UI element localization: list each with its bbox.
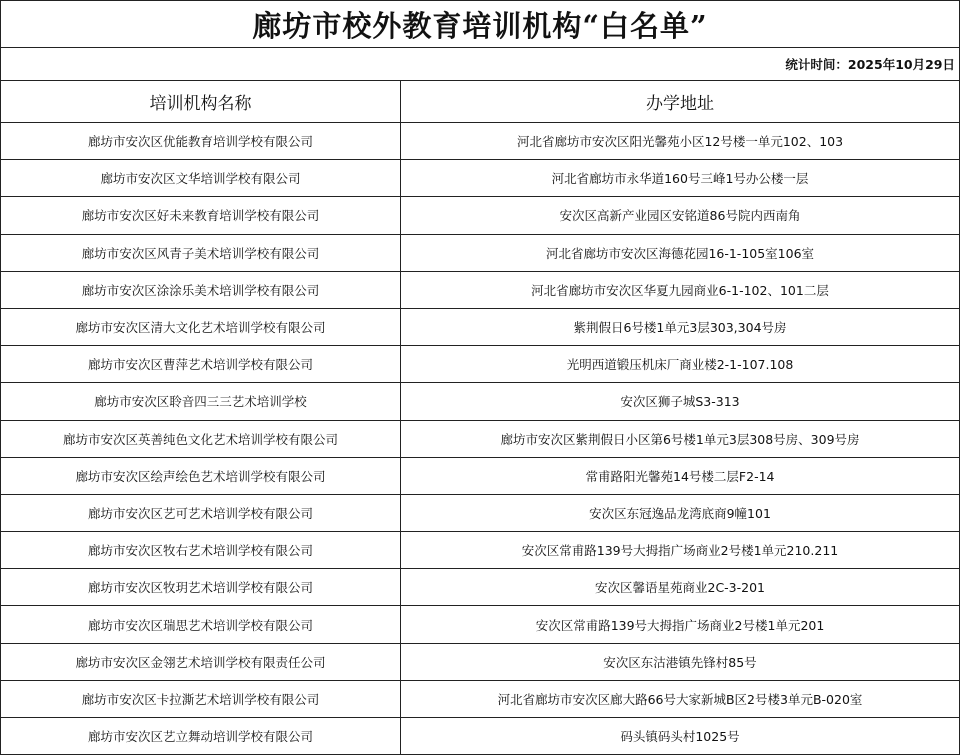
institution-name-cell: 廊坊市安次区英善纯色文化艺术培训学校有限公司 (1, 420, 401, 457)
address-cell: 安次区馨语星苑商业2C-3-201 (401, 569, 960, 606)
institution-name-cell: 廊坊市安次区牧右艺术培训学校有限公司 (1, 532, 401, 569)
table-row (1, 532, 960, 569)
table-row (1, 718, 960, 755)
column-header-name: 培训机构名称 (1, 81, 401, 123)
address-cell: 河北省廊坊市安次区阳光馨苑小区12号楼一单元102、103 (401, 123, 960, 160)
address-cell: 河北省廊坊市安次区廊大路66号大家新城B区2号楼3单元B-020室 (401, 680, 960, 717)
address-cell: 河北省廊坊市安次区海德花园16-1-105室106室 (401, 234, 960, 271)
institution-name-cell: 廊坊市安次区艺立舞动培训学校有限公司 (1, 718, 401, 755)
page-title: 廊坊市校外教育培训机构“白名单” (1, 1, 960, 48)
address-cell: 安次区常甫路139号大拇指广场商业2号楼1单元210.211 (401, 532, 960, 569)
column-header-address: 办学地址 (401, 81, 960, 123)
date-row (1, 48, 960, 81)
address-cell: 安次区常甫路139号大拇指广场商业2号楼1单元201 (401, 606, 960, 643)
address-cell: 安次区东冠逸品龙湾底商9幢101 (401, 494, 960, 531)
institution-name-cell: 廊坊市安次区绘声绘色艺术培训学校有限公司 (1, 457, 401, 494)
table-row (1, 494, 960, 531)
title-row (1, 1, 960, 48)
institution-name-cell: 廊坊市安次区聆音四三三艺术培训学校 (1, 383, 401, 420)
table-row (1, 234, 960, 271)
address-cell: 廊坊市安次区紫荆假日小区第6号楼1单元3层308号房、309号房 (401, 420, 960, 457)
institution-name-cell: 廊坊市安次区金翎艺术培训学校有限责任公司 (1, 643, 401, 680)
table-row (1, 457, 960, 494)
address-cell: 安次区东沽港镇先锋村85号 (401, 643, 960, 680)
address-cell: 常甫路阳光馨苑14号楼二层F2-14 (401, 457, 960, 494)
institution-name-cell: 廊坊市安次区卡拉澌艺术培训学校有限公司 (1, 680, 401, 717)
institution-name-cell: 廊坊市安次区优能教育培训学校有限公司 (1, 123, 401, 160)
address-cell: 光明西道锻压机床厂商业楼2-1-107.108 (401, 346, 960, 383)
address-cell: 河北省廊坊市安次区华夏九园商业6-1-102、101二层 (401, 271, 960, 308)
institution-name-cell: 廊坊市安次区风青子美术培训学校有限公司 (1, 234, 401, 271)
address-cell: 安次区狮子城S3-313 (401, 383, 960, 420)
table-row (1, 606, 960, 643)
institution-name-cell: 廊坊市安次区好未来教育培训学校有限公司 (1, 197, 401, 234)
table-row (1, 197, 960, 234)
address-cell: 码头镇码头村1025号 (401, 718, 960, 755)
address-cell: 紫荆假日6号楼1单元3层303,304号房 (401, 308, 960, 345)
table-row (1, 569, 960, 606)
institution-name-cell: 廊坊市安次区清大文化艺术培训学校有限公司 (1, 308, 401, 345)
table-row (1, 271, 960, 308)
table-row (1, 420, 960, 457)
stat-date: 统计时间：2025年10月29日 (1, 48, 960, 81)
institution-name-cell: 廊坊市安次区牧玥艺术培训学校有限公司 (1, 569, 401, 606)
table-row (1, 680, 960, 717)
table-row (1, 383, 960, 420)
institution-name-cell: 廊坊市安次区瑞思艺术培训学校有限公司 (1, 606, 401, 643)
institution-name-cell: 廊坊市安次区曹萍艺术培训学校有限公司 (1, 346, 401, 383)
table-row (1, 308, 960, 345)
address-cell: 河北省廊坊市永华道160号三峰1号办公楼一层 (401, 160, 960, 197)
table-row (1, 346, 960, 383)
table-row (1, 643, 960, 680)
institution-name-cell: 廊坊市安次区文华培训学校有限公司 (1, 160, 401, 197)
address-cell: 安次区高新产业园区安铭道86号院内西南角 (401, 197, 960, 234)
header-row (1, 81, 960, 123)
table-row (1, 123, 960, 160)
table-row (1, 160, 960, 197)
institution-name-cell: 廊坊市安次区涂涂乐美术培训学校有限公司 (1, 271, 401, 308)
institution-name-cell: 廊坊市安次区艺可艺术培训学校有限公司 (1, 494, 401, 531)
